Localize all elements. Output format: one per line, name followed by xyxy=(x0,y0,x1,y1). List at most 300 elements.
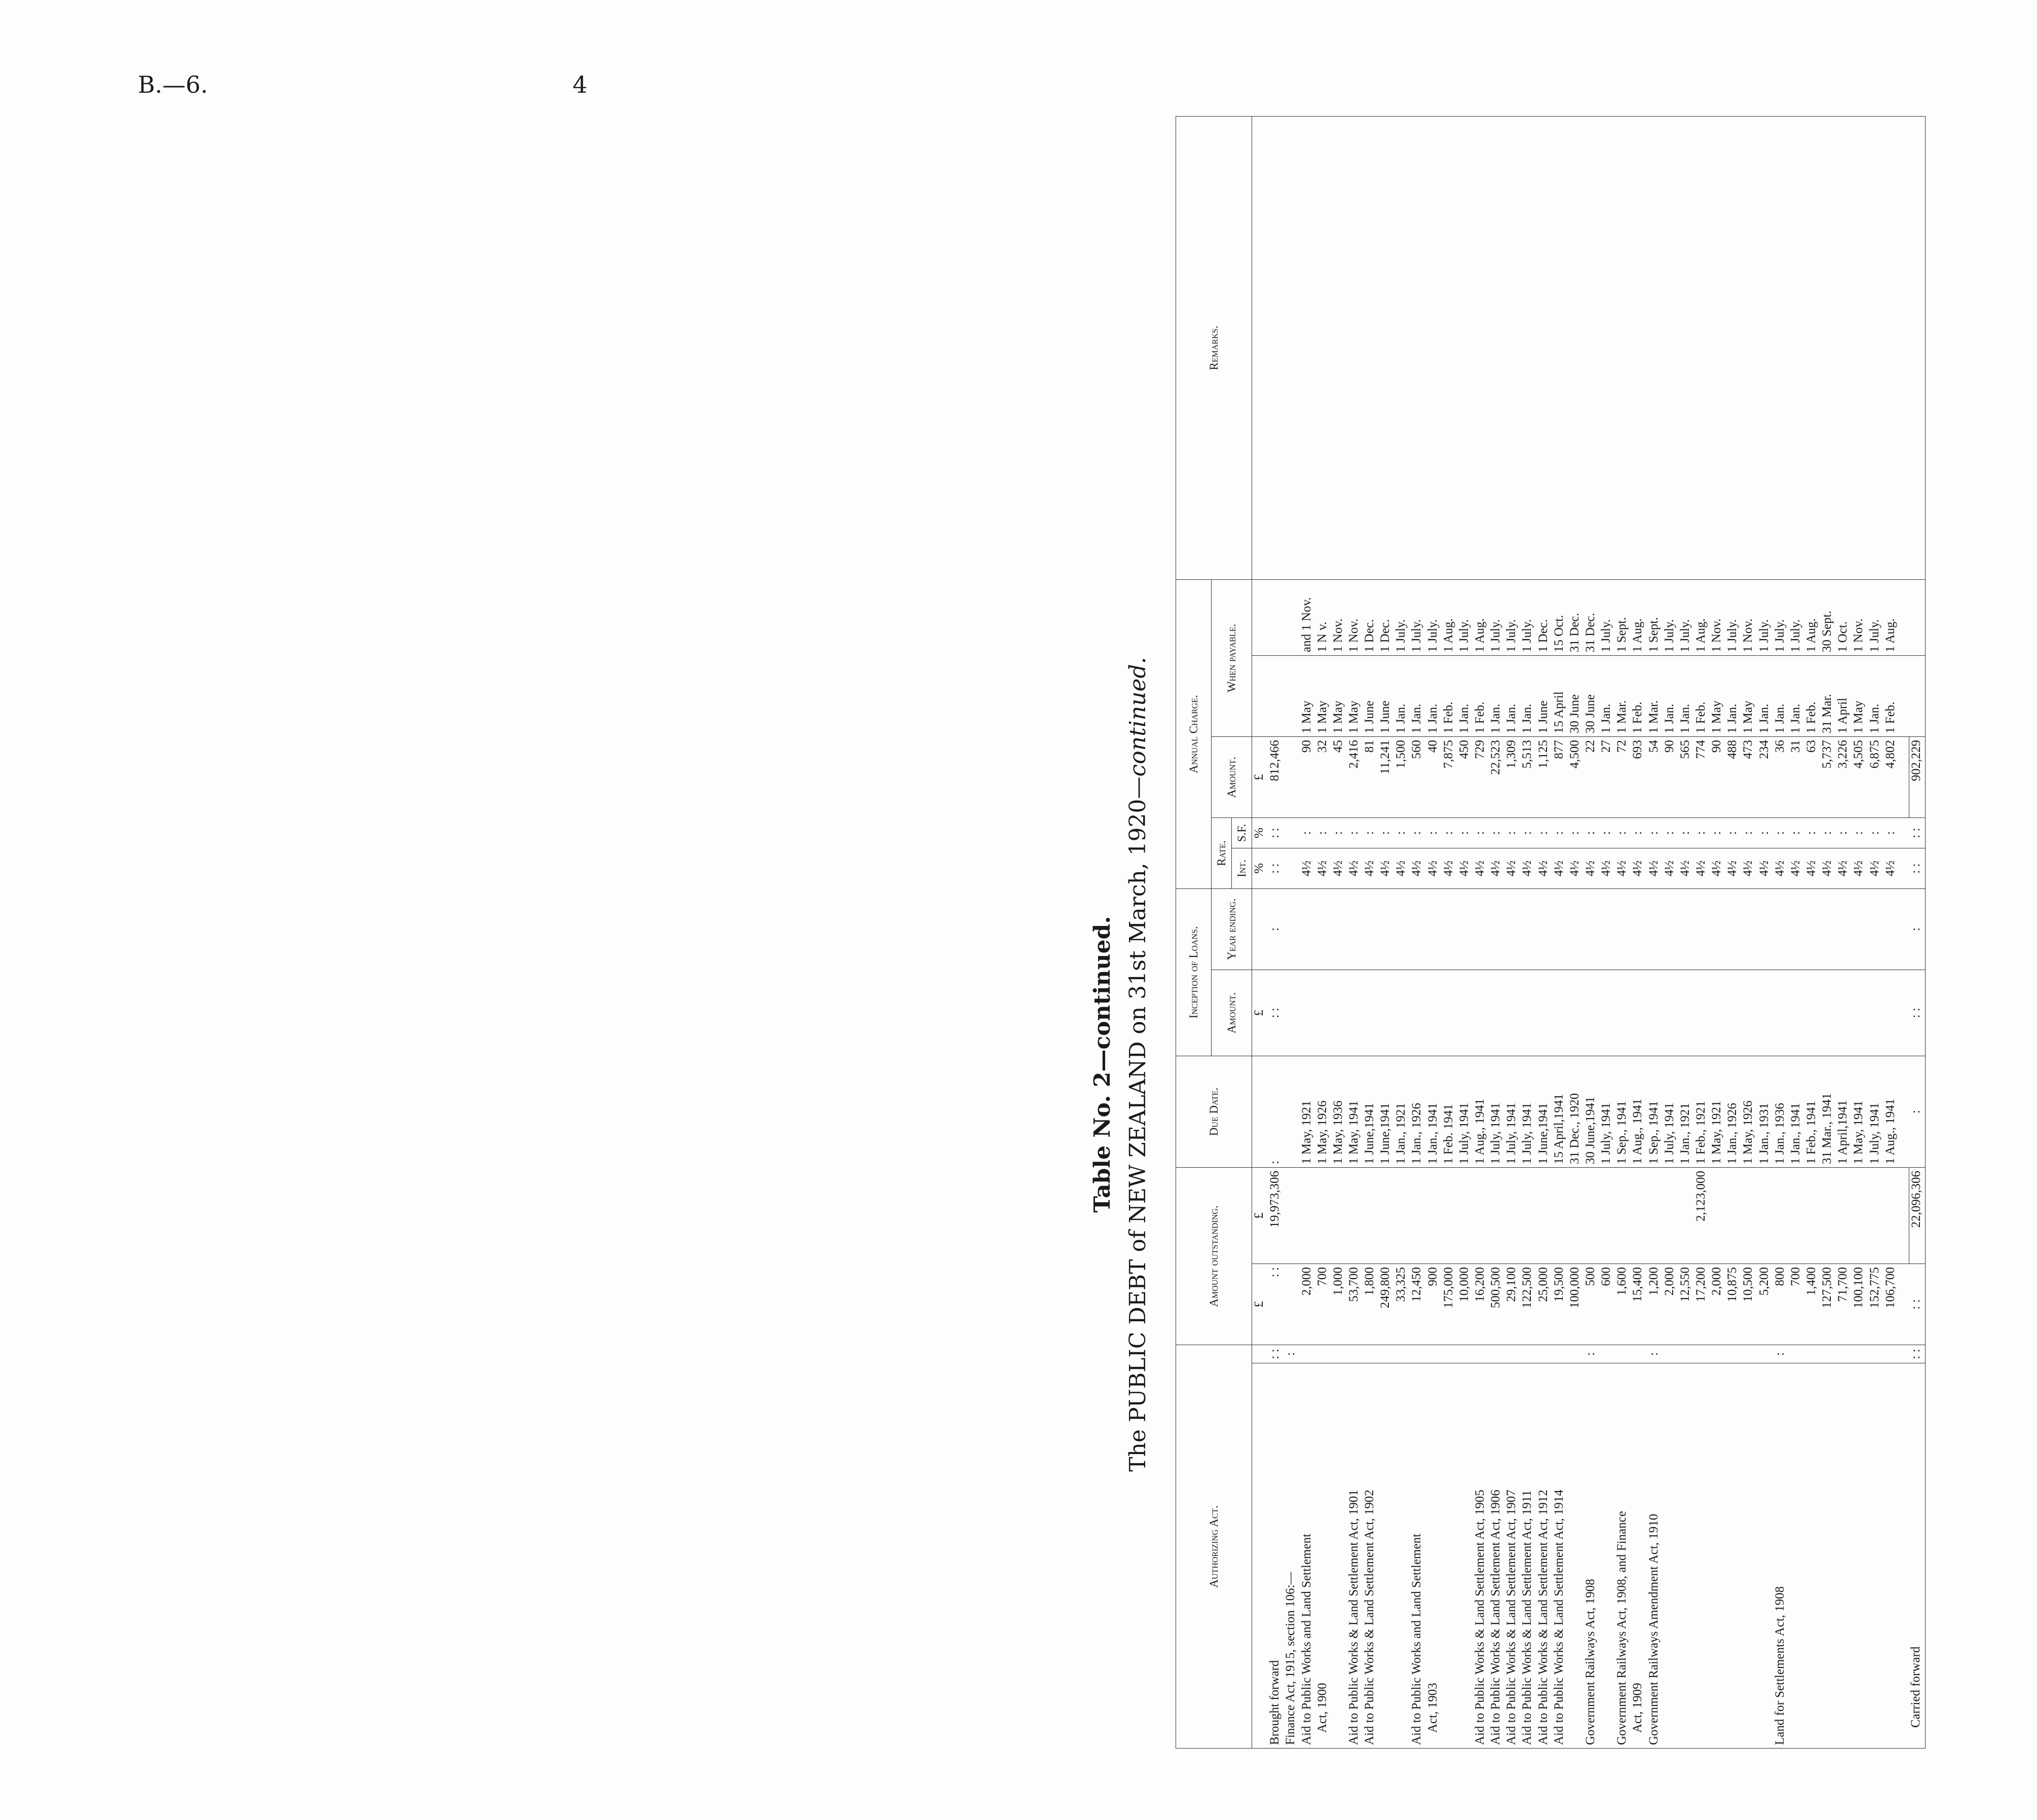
cell-amount: 71,700 xyxy=(1836,1264,1852,1345)
cell-remarks xyxy=(1710,116,1725,579)
cell-remarks xyxy=(1473,116,1489,579)
table-row xyxy=(1473,116,1489,1748)
cell-when-payable-second: 1 Sept. xyxy=(1647,579,1663,655)
table-row xyxy=(1442,116,1457,1748)
cell-rate-int: 4½ xyxy=(1647,848,1663,888)
cell-when-payable-first: 1 Jan. xyxy=(1394,655,1410,736)
cell-when-payable-first: 1 May xyxy=(1315,655,1331,736)
cell-leader-dots xyxy=(1489,1345,1504,1363)
cell-inception-amount xyxy=(1315,970,1331,1056)
cell-remarks xyxy=(1615,116,1631,579)
cell-amount: 1,800 xyxy=(1363,1264,1378,1345)
cell-when-payable-second xyxy=(1284,579,1299,655)
cell-due-date: 1 Sep., 1941 xyxy=(1647,1056,1663,1167)
cell-rate-sf: : xyxy=(1331,818,1347,848)
cell-leader-dots xyxy=(1363,1345,1378,1363)
cell-when-payable-first: 1 Jan. xyxy=(1599,655,1615,736)
cell-amount xyxy=(1284,1264,1299,1345)
cell-when-payable-first xyxy=(1284,655,1299,736)
cell-amount: 1,200 xyxy=(1647,1264,1663,1345)
table-row xyxy=(1520,116,1536,1748)
cell-rate-sf: : xyxy=(1315,818,1331,848)
cell-inception-amount xyxy=(1300,970,1315,1056)
cell-rate-sf: : xyxy=(1583,818,1599,848)
cell-leader-dots xyxy=(1331,1345,1347,1363)
cell-remarks xyxy=(1410,116,1425,579)
table-row xyxy=(1457,116,1473,1748)
cell-act: Government Railways Amendment Act, 1910 xyxy=(1647,1363,1663,1749)
cell-due-date: 31 Dec., 1920 xyxy=(1568,1056,1583,1167)
cell-subtotal xyxy=(1599,1167,1615,1264)
table-row xyxy=(1315,116,1331,1748)
cell-rate-sf: : xyxy=(1820,818,1836,848)
cell-amount: 53,700 xyxy=(1347,1264,1363,1345)
cell-remarks xyxy=(1820,116,1836,579)
page-number: 4 xyxy=(573,71,588,98)
cell-year-ending xyxy=(1536,888,1552,970)
cell-when-payable-second: 1 July. xyxy=(1504,579,1520,655)
cell-rate-int: 4½ xyxy=(1631,848,1646,888)
cell-rate-int: 4½ xyxy=(1394,848,1410,888)
cell-when-payable-first: 1 June xyxy=(1378,655,1394,736)
table-row xyxy=(1331,116,1347,1748)
cell-inception-amount: : : xyxy=(1268,970,1284,1056)
cell-due-date: : xyxy=(1268,1056,1284,1167)
cell-when-payable-second: 1 Oct. xyxy=(1836,579,1852,655)
cell-year-ending xyxy=(1331,888,1347,970)
cell-amount: 500,500 xyxy=(1489,1264,1504,1345)
cell-remarks xyxy=(1520,116,1536,579)
cell-leader-dots xyxy=(1426,1345,1442,1363)
table-row xyxy=(1820,116,1836,1748)
cell-charge-amount: 81 xyxy=(1363,736,1378,818)
unit-pound: £ xyxy=(1252,736,1268,818)
cell-when-payable-first: 1 May xyxy=(1852,655,1867,736)
cell-act: Government Railways Act, 1908 xyxy=(1583,1363,1599,1749)
table-row xyxy=(1300,116,1315,1748)
cell-act xyxy=(1331,1363,1347,1749)
cell-rate-int: 4½ xyxy=(1426,848,1442,888)
cell-rate-sf: : xyxy=(1725,818,1741,848)
table-row xyxy=(1410,116,1425,1748)
cell-year-ending xyxy=(1583,888,1599,970)
cell-year-ending xyxy=(1773,888,1789,970)
cell-year-ending xyxy=(1631,888,1646,970)
cell-charge-amount: 90 xyxy=(1710,736,1725,818)
cell-rate-sf: : xyxy=(1520,818,1536,848)
cell-act: Act, 1900 xyxy=(1315,1363,1331,1749)
cell-remarks xyxy=(1504,116,1520,579)
cell-amount: 17,200 xyxy=(1694,1264,1710,1345)
table-row xyxy=(1725,116,1741,1748)
table-row xyxy=(1284,116,1299,1748)
cell-inception-amount xyxy=(1363,970,1378,1056)
cell-act: Aid to Public Works & Land Settlement Act, 1901 xyxy=(1347,1363,1363,1749)
cell-rate-int: 4½ xyxy=(1663,848,1678,888)
cell-rate-sf: : xyxy=(1426,818,1442,848)
cell-act xyxy=(1804,1363,1820,1749)
cell-leader-dots xyxy=(1473,1345,1489,1363)
cell-amount: 2,000 xyxy=(1663,1264,1678,1345)
cell-due-date: 1 Jan., 1941 xyxy=(1789,1056,1804,1167)
cell-when-payable-second: 1 July. xyxy=(1725,579,1741,655)
cell-when-payable-second: 1 July. xyxy=(1789,579,1804,655)
cell-inception-amount xyxy=(1757,970,1773,1056)
cell-remarks xyxy=(1489,116,1504,579)
cell-rate-sf: : xyxy=(1568,818,1583,848)
cell-act: Aid to Public Works and Land Settlement xyxy=(1410,1363,1425,1749)
cell-leader-dots: : xyxy=(1284,1345,1299,1363)
units-row xyxy=(1252,116,1268,1748)
cell-charge-amount: 5,513 xyxy=(1520,736,1536,818)
cell-when-payable-second: 1 Nov. xyxy=(1852,579,1867,655)
cell-rate-sf: : xyxy=(1473,818,1489,848)
cell-subtotal xyxy=(1568,1167,1583,1264)
cell-act xyxy=(1820,1363,1836,1749)
cell-rate-sf: : xyxy=(1457,818,1473,848)
cell-act: Aid to Public Works & Land Settlement Act, 1906 xyxy=(1489,1363,1504,1749)
cell-inception-amount xyxy=(1394,970,1410,1056)
cell-leader-dots xyxy=(1757,1345,1773,1363)
cell-charge-amount: 11,241 xyxy=(1378,736,1394,818)
cell-leader-dots xyxy=(1457,1345,1473,1363)
cell-when-payable-second: 1 July. xyxy=(1773,579,1789,655)
cell-when-payable-first: 31 Mar. xyxy=(1820,655,1836,736)
cell-when-payable-first: 1 May xyxy=(1331,655,1347,736)
cell-inception-amount xyxy=(1694,970,1710,1056)
cell-remarks xyxy=(1536,116,1552,579)
cell-rate-int xyxy=(1284,848,1299,888)
cell-year-ending xyxy=(1489,888,1504,970)
cell-leader-dots xyxy=(1820,1345,1836,1363)
cell-when-payable-first: 1 Jan. xyxy=(1757,655,1773,736)
carried-forward-annual-charge: 902,229 xyxy=(1909,736,1925,818)
cell-subtotal xyxy=(1363,1167,1378,1264)
cell-leader-dots xyxy=(1694,1345,1710,1363)
cell-when-payable-second: 1 Aug. xyxy=(1694,579,1710,655)
cell-leader-dots xyxy=(1315,1345,1331,1363)
footer-sf-dots: : : xyxy=(1909,818,1925,848)
cell-charge-amount: 1,500 xyxy=(1394,736,1410,818)
cell-charge-amount: 234 xyxy=(1757,736,1773,818)
cell-when-payable-second: 1 July. xyxy=(1868,579,1883,655)
cell-act: Finance Act, 1915, section 106:— xyxy=(1284,1363,1299,1749)
cell-year-ending xyxy=(1552,888,1568,970)
cell-subtotal xyxy=(1394,1167,1410,1264)
cell-subtotal xyxy=(1789,1167,1804,1264)
cell-rate-sf: : xyxy=(1363,818,1378,848)
cell-due-date: 1 Jan., 1921 xyxy=(1394,1056,1410,1167)
cell-remarks xyxy=(1599,116,1615,579)
cell-amount: 15,400 xyxy=(1631,1264,1646,1345)
table-subtitle xyxy=(1125,380,1151,1749)
cell-when-payable-first: 1 Mar. xyxy=(1647,655,1663,736)
cell-subtotal xyxy=(1378,1167,1394,1264)
carried-forward-outstanding: 22,096,306 xyxy=(1909,1167,1925,1264)
cell-rate-sf xyxy=(1284,818,1299,848)
cell-remarks xyxy=(1789,116,1804,579)
cell-when-payable-second: 1 Aug. xyxy=(1473,579,1489,655)
cell-remarks xyxy=(1852,116,1867,579)
cell-amount: 5,200 xyxy=(1757,1264,1773,1345)
cell-year-ending xyxy=(1852,888,1867,970)
cell-inception-amount xyxy=(1868,970,1883,1056)
cell-act xyxy=(1442,1363,1457,1749)
cell-amount: 700 xyxy=(1315,1264,1331,1345)
cell-subtotal xyxy=(1504,1167,1520,1264)
cell-amount: 25,000 xyxy=(1536,1264,1552,1345)
cell-act: Aid to Public Works & Land Settlement Act, 1902 xyxy=(1363,1363,1378,1749)
cell-due-date: 1 Sep., 1941 xyxy=(1615,1056,1631,1167)
cell-charge-amount xyxy=(1284,736,1299,818)
cell-year-ending xyxy=(1347,888,1363,970)
cell-leader-dots xyxy=(1631,1345,1646,1363)
cell-when-payable-first: 1 May xyxy=(1741,655,1757,736)
cell-act xyxy=(1694,1363,1710,1749)
header-rate-sf: S.F. xyxy=(1232,818,1252,848)
cell-charge-amount: 90 xyxy=(1300,736,1315,818)
cell-due-date: 31 Mar., 1941 xyxy=(1820,1056,1836,1167)
cell-due-date: 1 July, 1941 xyxy=(1520,1056,1536,1167)
cell-act: Aid to Public Works & Land Settlement Act, 1912 xyxy=(1536,1363,1552,1749)
cell-leader-dots xyxy=(1868,1345,1883,1363)
cell-rate-sf: : xyxy=(1410,818,1425,848)
cell-leader-dots xyxy=(1663,1345,1678,1363)
cell-act: Aid to Public Works & Land Settlement Act, 1911 xyxy=(1520,1363,1536,1749)
table-row xyxy=(1741,116,1757,1748)
cell-year-ending xyxy=(1615,888,1631,970)
cell-subtotal xyxy=(1725,1167,1741,1264)
cell-when-payable-second: 1 Dec. xyxy=(1363,579,1378,655)
cell-inception-amount xyxy=(1820,970,1836,1056)
cell-due-date: 1 Jan., 1941 xyxy=(1426,1056,1442,1167)
cell-rate-sf: : xyxy=(1504,818,1520,848)
header-when-payable: When payable. xyxy=(1212,579,1252,736)
cell-rate-sf: : xyxy=(1757,818,1773,848)
cell-when-payable-second: 1 Nov. xyxy=(1331,579,1347,655)
cell-inception-amount xyxy=(1378,970,1394,1056)
cell-rate-int: 4½ xyxy=(1615,848,1631,888)
cell-subtotal xyxy=(1852,1167,1867,1264)
cell-rate-sf: : xyxy=(1394,818,1410,848)
cell-rate-sf: : xyxy=(1836,818,1852,848)
cell-act: Aid to Public Works and Land Settlement xyxy=(1300,1363,1315,1749)
cell-charge-amount: 3,226 xyxy=(1836,736,1852,818)
cell-leader-dots xyxy=(1378,1345,1394,1363)
cell-when-payable-first: 1 Jan. xyxy=(1663,655,1678,736)
cell-rate-int: 4½ xyxy=(1836,848,1852,888)
header-rate: Rate. xyxy=(1212,818,1232,888)
table-row xyxy=(1426,116,1442,1748)
cell-rate-int: 4½ xyxy=(1725,848,1741,888)
cell-when-payable-first: 30 June xyxy=(1583,655,1599,736)
cell-charge-amount: 4,802 xyxy=(1883,736,1899,818)
cell-charge-amount: 32 xyxy=(1315,736,1331,818)
cell-amount: 249,800 xyxy=(1378,1264,1394,1345)
cell-due-date: 1 July, 1941 xyxy=(1599,1056,1615,1167)
cell-charge-amount: 5,737 xyxy=(1820,736,1836,818)
cell-when-payable-first: 1 Feb. xyxy=(1694,655,1710,736)
cell-when-payable-first: 1 Jan. xyxy=(1789,655,1804,736)
cell-subtotal xyxy=(1883,1167,1899,1264)
header-remarks: Remarks. xyxy=(1176,116,1252,579)
cell-inception-amount xyxy=(1489,970,1504,1056)
table-row xyxy=(1347,116,1363,1748)
cell-act: Act, 1903 xyxy=(1426,1363,1442,1749)
cell-inception-amount xyxy=(1804,970,1820,1056)
cell-act xyxy=(1378,1363,1394,1749)
cell-act xyxy=(1836,1363,1852,1749)
cell-leader-dots xyxy=(1442,1345,1457,1363)
cell-amount: 12,450 xyxy=(1410,1264,1425,1345)
cell-when-payable-first: 30 June xyxy=(1568,655,1583,736)
cell-leader-dots xyxy=(1615,1345,1631,1363)
cell-remarks xyxy=(1804,116,1820,579)
cell-rate-int: 4½ xyxy=(1568,848,1583,888)
cell-when-payable-second: 1 July. xyxy=(1489,579,1504,655)
cell-subtotal xyxy=(1663,1167,1678,1264)
cell-remarks xyxy=(1773,116,1789,579)
cell-act: Aid to Public Works & Land Settlement Act, 1905 xyxy=(1473,1363,1489,1749)
cell-subtotal xyxy=(1300,1167,1315,1264)
cell-rate-int: 4½ xyxy=(1536,848,1552,888)
cell-year-ending xyxy=(1741,888,1757,970)
cell-leader-dots xyxy=(1504,1345,1520,1363)
cell-year-ending xyxy=(1410,888,1425,970)
cell-remarks xyxy=(1315,116,1331,579)
cell-rate-int: 4½ xyxy=(1552,848,1568,888)
cell-leader-dots: : : xyxy=(1268,1345,1284,1363)
cell-when-payable-first: 1 Jan. xyxy=(1773,655,1789,736)
cell-inception-amount xyxy=(1836,970,1852,1056)
cell-due-date: 1 July, 1941 xyxy=(1489,1056,1504,1167)
cell-year-ending xyxy=(1473,888,1489,970)
public-debt-table xyxy=(1176,116,1926,1749)
cell-when-payable-first: 1 Jan. xyxy=(1410,655,1425,736)
cell-rate-sf: : xyxy=(1536,818,1552,848)
cell-leader-dots xyxy=(1410,1345,1425,1363)
cell-subtotal xyxy=(1536,1167,1552,1264)
cell-year-ending xyxy=(1363,888,1378,970)
table-row xyxy=(1773,116,1789,1748)
cell-leader-dots xyxy=(1710,1345,1725,1363)
cell-rate-int: 4½ xyxy=(1773,848,1789,888)
cell-rate-sf: : xyxy=(1378,818,1394,848)
cell-remarks xyxy=(1678,116,1694,579)
cell-rate-int: 4½ xyxy=(1489,848,1504,888)
cell-inception-amount xyxy=(1883,970,1899,1056)
cell-rate-sf: : xyxy=(1710,818,1725,848)
cell-due-date: 1 Jan., 1926 xyxy=(1410,1056,1425,1167)
cell-leader-dots xyxy=(1836,1345,1852,1363)
table-row xyxy=(1378,116,1394,1748)
table-row xyxy=(1268,116,1284,1748)
cell-act: Act, 1909 xyxy=(1631,1363,1646,1749)
cell-subtotal: 2,123,000 xyxy=(1694,1167,1710,1264)
cell-act: Brought forward xyxy=(1268,1363,1284,1749)
cell-rate-sf: : xyxy=(1552,818,1568,848)
cell-year-ending xyxy=(1300,888,1315,970)
cell-year-ending xyxy=(1883,888,1899,970)
cell-remarks xyxy=(1631,116,1646,579)
cell-amount: 700 xyxy=(1789,1264,1804,1345)
cell-when-payable-second: 1 July. xyxy=(1678,579,1694,655)
cell-year-ending xyxy=(1520,888,1536,970)
cell-when-payable-second xyxy=(1268,579,1284,655)
cell-leader-dots: : xyxy=(1583,1345,1599,1363)
cell-when-payable-second: 31 Dec. xyxy=(1583,579,1599,655)
cell-subtotal xyxy=(1457,1167,1473,1264)
cell-amount: 2,000 xyxy=(1710,1264,1725,1345)
cell-when-payable-first: 1 Feb. xyxy=(1473,655,1489,736)
cell-remarks xyxy=(1694,116,1710,579)
cell-leader-dots xyxy=(1520,1345,1536,1363)
cell-remarks xyxy=(1378,116,1394,579)
cell-subtotal xyxy=(1615,1167,1631,1264)
cell-rate-int: 4½ xyxy=(1741,848,1757,888)
cell-when-payable-first: 1 May xyxy=(1710,655,1725,736)
cell-rate-int: 4½ xyxy=(1457,848,1473,888)
cell-charge-amount: 488 xyxy=(1725,736,1741,818)
cell-subtotal: 19,973,306 xyxy=(1268,1167,1284,1264)
cell-due-date: 1 May, 1936 xyxy=(1331,1056,1347,1167)
cell-rate-int: 4½ xyxy=(1883,848,1899,888)
table-body xyxy=(1252,116,1900,1748)
header-inception-of-loans: Inception of Loans. xyxy=(1176,888,1212,1056)
cell-inception-amount xyxy=(1536,970,1552,1056)
cell-remarks xyxy=(1394,116,1410,579)
cell-when-payable-second: 1 July. xyxy=(1757,579,1773,655)
cell-remarks xyxy=(1457,116,1473,579)
footer-year-dots: : xyxy=(1909,888,1925,970)
cell-inception-amount xyxy=(1725,970,1741,1056)
cell-subtotal xyxy=(1710,1167,1725,1264)
carried-forward-label: Carried forward xyxy=(1909,1363,1925,1749)
cell-rate-int: 4½ xyxy=(1347,848,1363,888)
cell-charge-amount: 565 xyxy=(1678,736,1694,818)
cell-due-date xyxy=(1284,1056,1299,1167)
cell-when-payable-first xyxy=(1268,655,1284,736)
unit-percent: % xyxy=(1252,848,1268,888)
cell-rate-int: 4½ xyxy=(1757,848,1773,888)
footer-due-dots: : xyxy=(1909,1056,1925,1167)
cell-leader-dots xyxy=(1678,1345,1694,1363)
cell-when-payable-second: 1 Dec. xyxy=(1536,579,1552,655)
table-row xyxy=(1363,116,1378,1748)
cell-year-ending xyxy=(1457,888,1473,970)
cell-inception-amount xyxy=(1663,970,1678,1056)
cell-inception-amount xyxy=(1504,970,1520,1056)
table-row xyxy=(1583,116,1599,1748)
cell-rate-int: 4½ xyxy=(1583,848,1599,888)
cell-inception-amount xyxy=(1520,970,1536,1056)
cell-inception-amount xyxy=(1568,970,1583,1056)
cell-subtotal xyxy=(1836,1167,1852,1264)
cell-amount: 175,000 xyxy=(1442,1264,1457,1345)
cell-when-payable-second: 1 Dec. xyxy=(1378,579,1394,655)
cell-amount: 106,700 xyxy=(1883,1264,1899,1345)
table-row xyxy=(1568,116,1583,1748)
cell-remarks xyxy=(1363,116,1378,579)
cell-rate-sf: : xyxy=(1883,818,1899,848)
cell-due-date: 1 July, 1941 xyxy=(1663,1056,1678,1167)
cell-charge-amount: 6,875 xyxy=(1868,736,1883,818)
cell-when-payable-first: 1 Jan. xyxy=(1520,655,1536,736)
cell-rate-sf: : xyxy=(1852,818,1867,848)
cell-subtotal xyxy=(1520,1167,1536,1264)
cell-subtotal xyxy=(1583,1167,1599,1264)
cell-inception-amount xyxy=(1647,970,1663,1056)
